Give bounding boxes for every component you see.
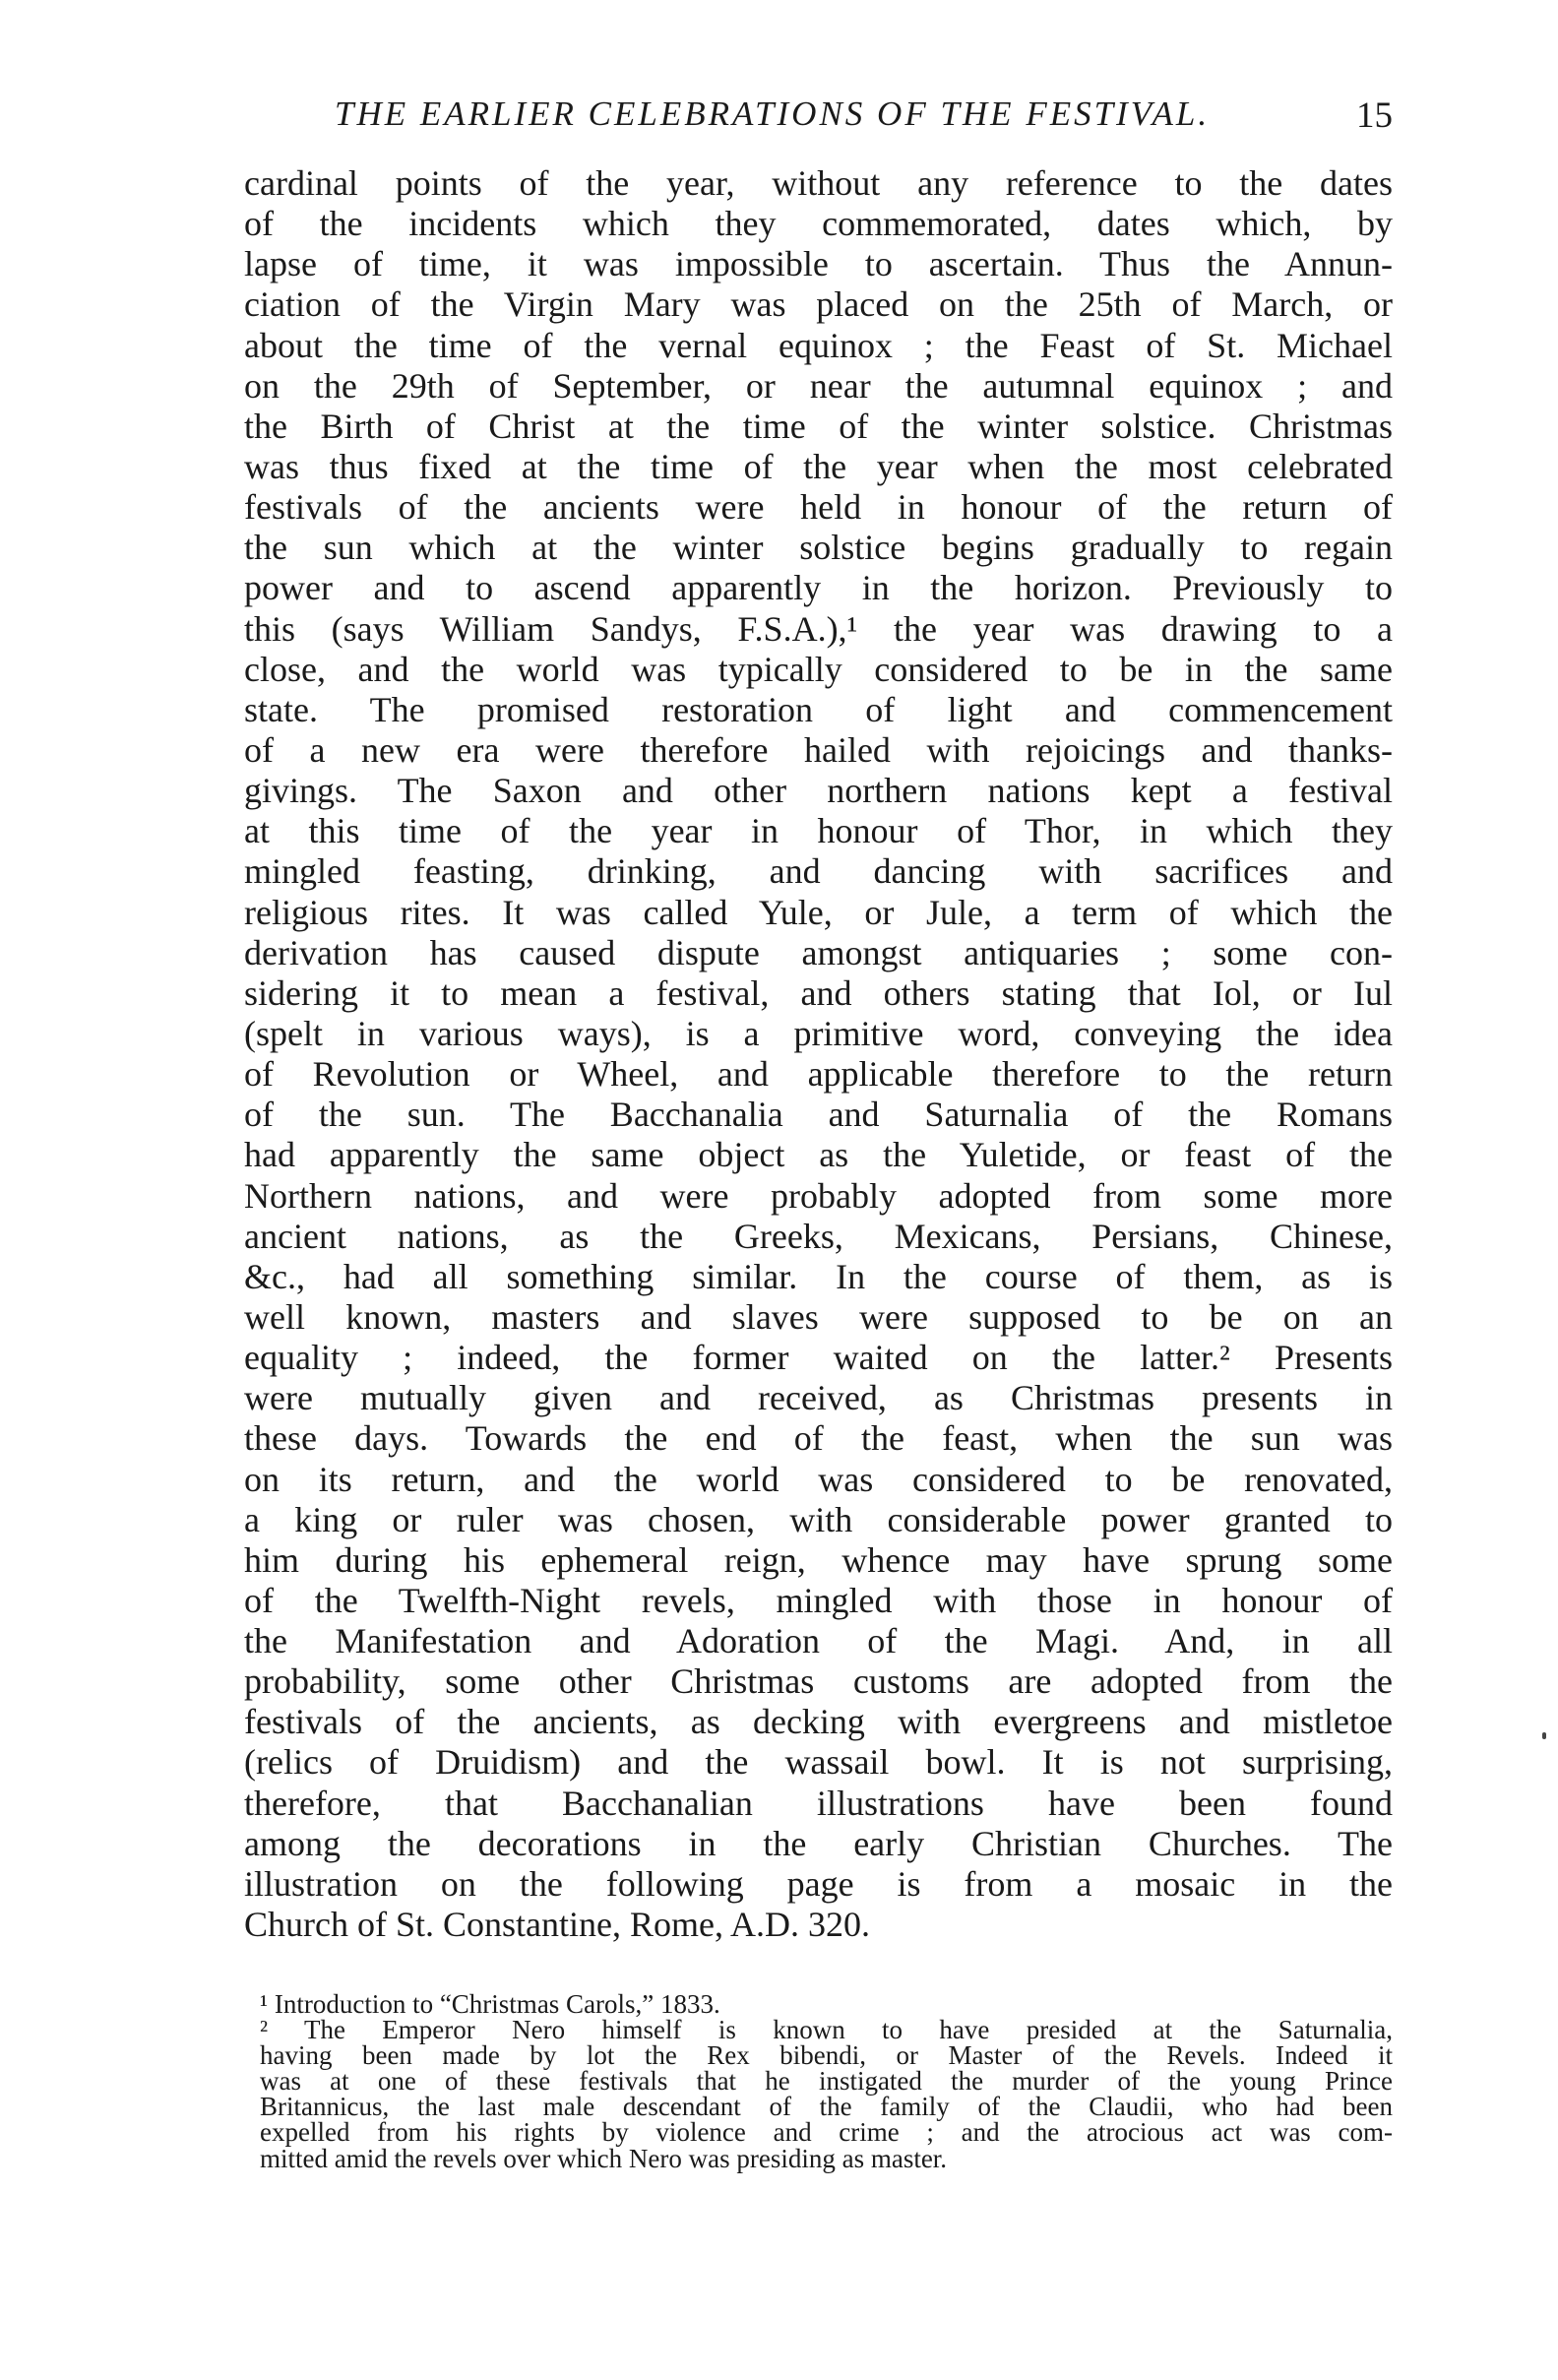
body-line: ancient nations, as the Greeks, Mexicans, Persians, Chinese,: [244, 1216, 1393, 1256]
body-line: of the incidents which they commemorated, dates which, by: [244, 204, 1393, 244]
body-line: the sun which at the winter solstice begins gradually to regain: [244, 528, 1393, 568]
body-line: of Revolution or Wheel, and applicable therefore to the return: [244, 1054, 1393, 1095]
footnote-line: Britannicus, the last male descendant of the family of the Claudii, who had been: [260, 2092, 1393, 2122]
body-line: close, and the world was typically considered to be in the same: [244, 649, 1393, 689]
body-line: about the time of the vernal equinox ; the Feast of St. Michael: [244, 325, 1393, 365]
body-line: power and to ascend apparently in the horizon. Previously to: [244, 568, 1393, 608]
ink-speck: [1542, 1732, 1546, 1739]
body-line: festivals of the ancients, as decking with evergreens and mistletoe: [244, 1702, 1393, 1742]
body-line: cardinal points of the year, without any reference to the dates: [244, 163, 1393, 203]
body-line: were mutually given and received, as Christmas presents in: [244, 1378, 1393, 1418]
body-line: was thus fixed at the time of the year when the most celebrated: [244, 446, 1393, 486]
body-line: (relics of Druidism) and the wassail bowl. It is not surprising,: [244, 1742, 1393, 1783]
body-line: therefore, that Bacchanalian illustrations have been found: [244, 1783, 1393, 1823]
body-line: state. The promised restoration of light and commencement: [244, 689, 1393, 729]
body-line: illustration on the following page is from a mosaic in the: [244, 1863, 1393, 1904]
body-line: had apparently the same object as the Yuletide, or feast of the: [244, 1135, 1393, 1175]
body-text: [244, 163, 1393, 1945]
body-line: the Birth of Christ at the time of the winter solstice. Christmas: [244, 406, 1393, 446]
running-title: THE EARLIER CELEBRATIONS OF THE FESTIVAL.: [335, 94, 1211, 133]
body-line: the Manifestation and Adoration of the Magi. And, in all: [244, 1621, 1393, 1661]
body-line: of a new era were therefore hailed with rejoicings and thanks-: [244, 729, 1393, 770]
body-line: of the Twelfth-Night revels, mingled with those in honour of: [244, 1580, 1393, 1620]
footnote-line: expelled from his rights by violence and crime ; and the atrocious act was com-: [260, 2117, 1393, 2148]
body-line: probability, some other Christmas customs are adopted from the: [244, 1661, 1393, 1702]
running-head: [244, 94, 1393, 144]
footnote-line: mitted amid the revels over which Nero was presiding as master.: [260, 2143, 948, 2173]
body-line: him during his ephemeral reign, whence may have sprung some: [244, 1539, 1393, 1580]
footnote-line: was at one of these festivals that he instigated the murder of the young Prince: [260, 2066, 1393, 2097]
body-line: this (says William Sandys, F.S.A.),¹ the year was drawing to a: [244, 608, 1393, 649]
body-line: festivals of the ancients were held in honour of the return of: [244, 487, 1393, 528]
body-line: derivation has caused dispute amongst antiquaries ; some con-: [244, 932, 1393, 972]
body-line: ciation of the Virgin Mary was placed on the 25th of March, or: [244, 284, 1393, 325]
body-line: (spelt in various ways), is a primitive word, conveying the idea: [244, 1013, 1393, 1053]
footnotes: [260, 1991, 1393, 2171]
body-line: well known, masters and slaves were supposed to be on an: [244, 1296, 1393, 1337]
body-line: lapse of time, it was impossible to ascertain. Thus the Annun-: [244, 244, 1393, 284]
body-line: Northern nations, and were probably adopted from some more: [244, 1175, 1393, 1216]
body-line: mingled feasting, drinking, and dancing with sacrifices and: [244, 851, 1393, 892]
body-line: equality ; indeed, the former waited on the latter.² Presents: [244, 1338, 1393, 1378]
footnote-line: ¹ Introduction to “Christmas Carols,” 1833.: [260, 1989, 720, 2019]
body-line: &c., had all something similar. In the course of them, as is: [244, 1256, 1393, 1296]
body-line: on the 29th of September, or near the autumnal equinox ; and: [244, 365, 1393, 406]
footnote-line: ² The Emperor Nero himself is known to have presided at the Saturnalia,: [260, 2015, 1393, 2045]
body-line: among the decorations in the early Christian Churches. The: [244, 1823, 1393, 1863]
body-line: these days. Towards the end of the feast, when the sun was: [244, 1418, 1393, 1459]
body-line: a king or ruler was chosen, with considerable power granted to: [244, 1499, 1393, 1539]
body-line: givings. The Saxon and other northern nations kept a festival: [244, 771, 1393, 811]
body-line: of the sun. The Bacchanalia and Saturnalia of the Romans: [244, 1095, 1393, 1135]
body-line: sidering it to mean a festival, and others stating that Iol, or Iul: [244, 972, 1393, 1013]
footnote-line: having been made by lot the Rex bibendi, or Master of the Revels. Indeed it: [260, 2040, 1393, 2071]
page-number: 15: [1356, 95, 1393, 136]
body-line: on its return, and the world was considered to be renovated,: [244, 1459, 1393, 1499]
body-line: religious rites. It was called Yule, or Jule, a term of which the: [244, 892, 1393, 932]
body-line: at this time of the year in honour of Thor, in which they: [244, 811, 1393, 851]
body-line: Church of St. Constantine, Rome, A.D. 320.: [244, 1905, 870, 1945]
